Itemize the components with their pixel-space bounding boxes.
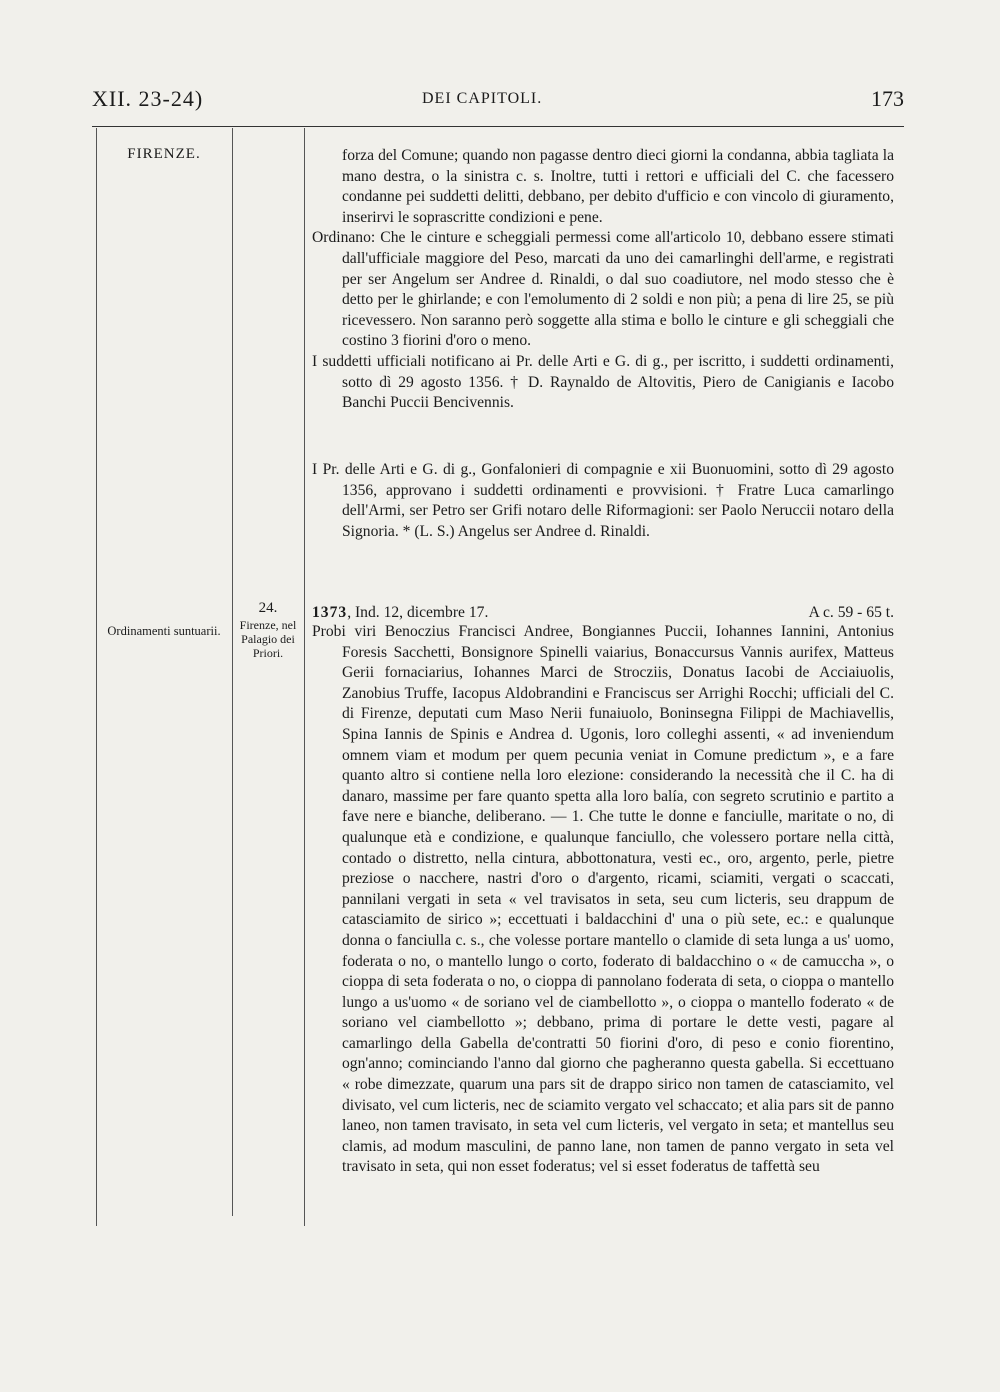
margin-region: FIRENZE. bbox=[127, 146, 201, 162]
margin-subject: Ordinamenti suntuarii. bbox=[107, 624, 221, 638]
paragraph: Ordinano: Che le cinture e scheggiali permessi come all'articolo 10, debbano essere stimati dall'ufficiale maggiore del Peso, marcati da uno dei camarlinghi dell'arme, e registrati per ser Angelum ser Andree d. Rinaldi, o dal suo coadiutore, nel modo stesso che è detto per le ghirlande; e con l'emolumento di 2 soldi e non più; a pena di lire 25, se più ricevessero. Non saranno però soggette alla stima e bollo le cinture e gli scheggiali che costino 3 fiorini d'oro o meno. bbox=[312, 229, 894, 350]
paragraph: Probi viri Benoczius Francisci Andree, Bongiannes Puccii, Iohannes Iannini, Antonius Foresis Sacchetti, Bonsignore Spinelli vaiarius, Bonaccursus Vannis aurifex, Matteus Gerii fornaciarius, Iohannes Marci de Strocziis, Donatus Iacobi de Acciaiuolis, Zanobius Truffe, Iacopus Aldobrandini e Franciscus ser Arrighi Rocchi; ufficiali del C. di Firenze, deputati cum Maso Nerii funaiuolo, Boninsegna Filippi de Machiavellis, Spina Iannis de Spinis e Andrea d. Ugonis, loro colleghi assenti, « ad inveniendum omnem viam et modum per quem pecunia veniat in Comune predictum », e a fare quanto altro si contiene nella loro elezione: considerando la necessità che il C. ha di danaro, massime per fare quanto spetta alla loro balía, con segreto scrutinio e partito a fave nere e bianche, deliberano. — 1. Che tutte le donne e fanciulle, maritate o no, di qualunque età e condizione, e qualunque fanciullo, che volessero portare nella città, contado o distretto, nella cintura, abbottonatura, vesti ec., oro, argento, perle, pietre preziose o nacchere, nastri d'oro o d'argento, ricami, sciamiti, vergati o scaccati, pannilani vergati in seta « vel travisatos in seta, seu cum licteris, seu drappum de catasciamito de sirico »; eccettuati i baldacchini d' una o più sete, ec.: e qualunque donna o fanciulla c. s., che volesse portare mantello o clamide di seta lunga a us' uomo, foderata o no, o mantello lungo o corto, foderato di baldacchino o « de camuccha », o cioppa di seta foderata o no, o cioppa di pannolano foderata di seta, o cioppa o mantello lungo a us'uomo « de soriano vel de ciambellotto », o cioppa o mantello foderato « de soriano vel ciambellotto »; debbano, prima di portare le dette vesti, pagare al camarlingo della Gabella de'contratti 50 fiorini d'oro, di peso e conio fiorentino, ogn'anno; cominciando l'anno dal giorno che pagheranno questa gabella. Si eccettuano « robe dimezzate, quarum una pars sit de drappo sirico non tamen de catasciamito, vel divisato, vel cum licteris, nec de sciamito vergato vel schaccato; et alia pars sit de panno laneo, non tamen travisato, in seta vel cum licteris, vel vergato in seta; et mantellus seu clamis, ad modum masculini, de panno lane, non tamen de panno vergato in seta vel travisato in seta, qui non esset foderatus; vel si esset foderatus de taffettà seu bbox=[312, 623, 894, 1176]
column-rule-left bbox=[96, 128, 97, 1226]
running-head bbox=[92, 86, 904, 116]
text-block-previous-document bbox=[312, 146, 894, 414]
archive-reference: A c. 59 - 65 t. bbox=[808, 604, 894, 621]
column-rule-middle bbox=[232, 128, 233, 1216]
running-title: DEI CAPITOLI. bbox=[422, 90, 543, 107]
paragraph: I suddetti ufficiali notificano ai Pr. delle Arti e G. di g., per iscritto, i suddetti ordinamenti, sotto dì 29 agosto 1356. † D. Raynaldo de Altovitis, Piero de Canigianis e Iacobo Banchi Puccii Bencivennis. bbox=[312, 352, 894, 412]
paragraph: forza del Comune; quando non pagasse dentro dieci giorni la condanna, abbia tagliata la mano destra, o la sinistra c. s. Inoltre, tutti i rettori e ufficiali del C. che facessero condanne pei suddetti delitti, debbano, per debito d'ufficio e con vincolo di giuramento, inserirvi le soprascritte condizioni e pene. bbox=[342, 147, 894, 226]
document-date: , Ind. 12, dicembre 17. bbox=[347, 604, 489, 621]
chapter-reference: XII. 23-24) bbox=[92, 86, 204, 111]
page-number: 173 bbox=[871, 86, 904, 111]
header-rule bbox=[92, 126, 904, 127]
document-year: 1373 bbox=[312, 604, 348, 621]
margin-place: Firenze, nel Palagio dei Priori. bbox=[239, 618, 297, 660]
column-rule-right bbox=[304, 128, 305, 1226]
margin-document-number: 24. bbox=[258, 600, 278, 616]
paragraph: I Pr. delle Arti e G. di g., Gonfalonieri di compagnie e xii Buonuomini, sotto dì 29 agosto 1356, approvano i suddetti ordinamenti e provvisioni. † Fratre Luca camarlingo dell'Armi, ser Petro ser Grifi notaro delle Riformagioni: ser Paolo Neruccii notaro della Signoria. * (L. S.) Angelus ser Andree d. Rinaldi. bbox=[312, 461, 894, 540]
text-block-approval bbox=[312, 460, 894, 542]
text-block-document-24 bbox=[312, 622, 894, 1178]
